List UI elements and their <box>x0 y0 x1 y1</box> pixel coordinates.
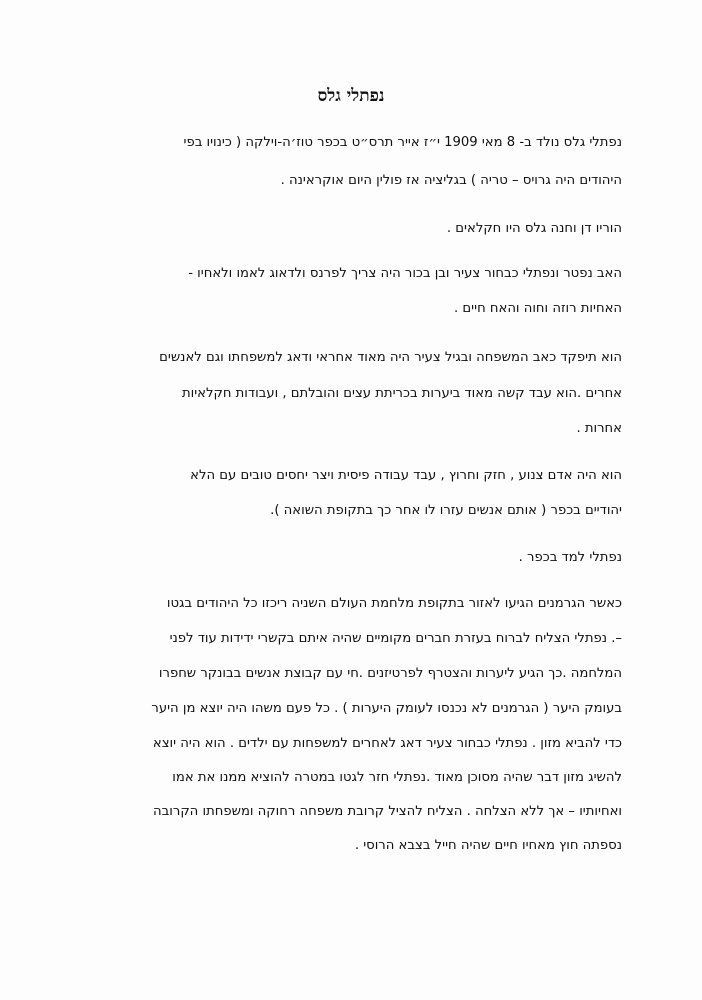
text-line: כאשר הגרמנים הגיעו לאזור בתקופת מלחמת העולם השניה ריכזו כל היהודים בגטו <box>166 596 622 611</box>
text-line: בעומק היער ( הגרמנים לא נכנסו לעומק היערות ) . כל פעם משהו היה יוצא מן היער <box>151 701 622 716</box>
text-line: ואחיותיו – אך ללא הצלחה . הצליח להציל קרובת משפחה רחוקה ומשפחתו הקרובה <box>153 804 622 819</box>
text-line: להשיג מזון דבר שהיה מסוכן מאוד .נפתלי חזר לגטו במטרה להוציא ממנו את אמו <box>172 770 622 785</box>
text-line: אחרים .הוא עבד קשה מאוד ביערות בכריתת עצים והובלתם , ועבודות חקלאיות <box>181 386 622 401</box>
text-line: המלחמה .כך הגיע ליערות והצטרף לפרטיזנים .חי עם קבוצת אנשים בבונקר שחפרו <box>158 666 622 681</box>
document-title: נפתלי גלס <box>317 86 385 106</box>
text-line: –. נפתלי הצליח לברוח בעזרת חברים מקומיים שהיה איתם בקשרי ידידות עוד לפני <box>169 631 622 646</box>
text-line: הוא היה אדם צנוע , חזק וחרוץ , עבד עבודה פיסית ויצר יחסים טובים עם הלא <box>190 468 622 483</box>
text-line: היהודים היה גרויס – טריה ) בגליציה אז פולין היום אוקראינה . <box>280 173 622 188</box>
text-line: הוריו דן וחנה גלס היו חקלאים . <box>446 221 622 236</box>
text-line: הוא תיפקד כאב המשפחה ובגיל צעיר היה מאוד אחראי ודאג למשפחתו וגם לאנשים <box>159 350 622 365</box>
text-line: נספתה חוץ מאחיו חיים שהיה חייל בצבא הרוסי . <box>354 838 622 853</box>
text-line: האב נפטר ונפתלי כבחור צעיר ובן בכור היה צריך לפרנס ולדאוג לאמו ולאחיו - <box>188 266 622 281</box>
text-line: נפתלי למד בכפר . <box>518 550 622 565</box>
text-line: נפתלי גלס נולד ב- 8 מאי 1909 י״ז אייר תרס״ט בכפר טוז׳ה-וילקה ( כינויו בפי <box>183 135 622 150</box>
text-line: יהודיים בכפר ( אותם אנשים עזרו לו אחר כך בתקופת השואה ). <box>270 503 622 518</box>
text-line: כדי להביא מזון . נפתלי כבחור צעיר דאג לאחרים למשפחות עם ילדים . הוא היה יוצא <box>152 736 622 751</box>
text-line: אחרות . <box>576 421 622 436</box>
text-line: האחיות רוזה וחוה והאח חיים . <box>454 301 622 316</box>
